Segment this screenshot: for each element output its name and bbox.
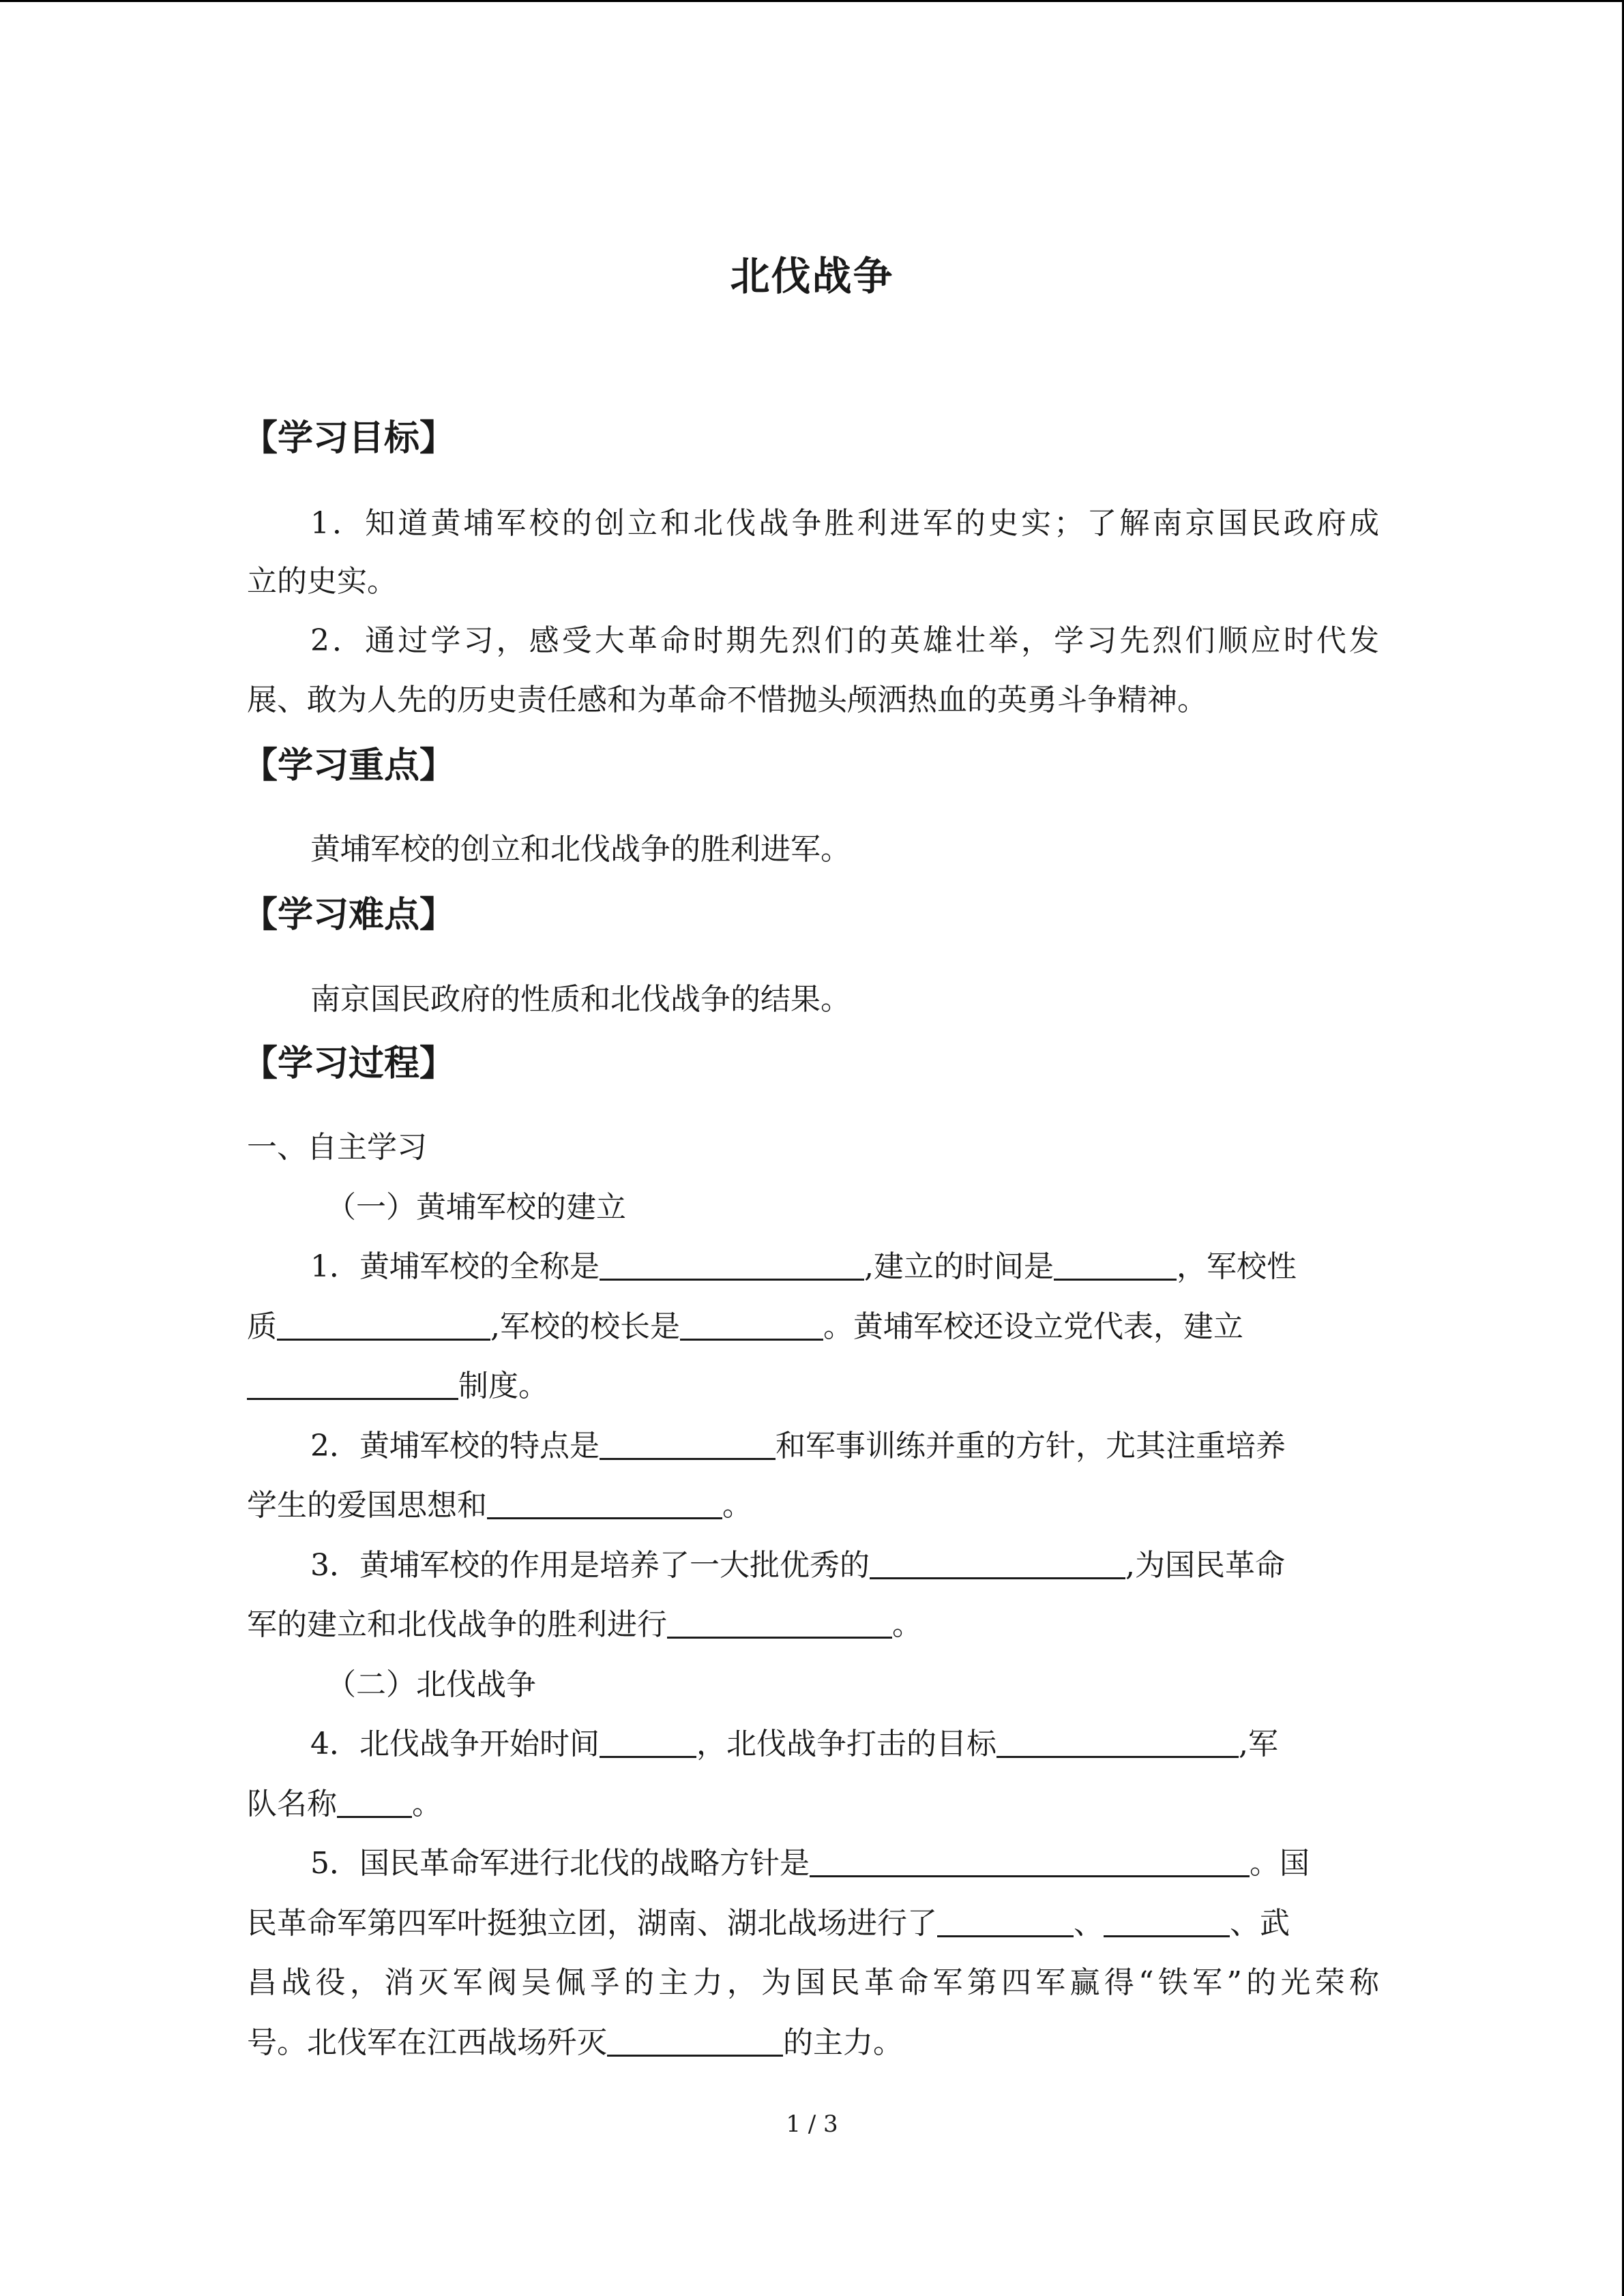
question-5-line-4 (247, 2013, 1379, 2073)
answer-blank[interactable] (600, 1726, 696, 1758)
question-1-text-a: 1．黄埔军校的全称是 (310, 1249, 600, 1284)
objective-2-line-2: 展、敢为人先的历史责任感和为革命不惜抛头颅洒热血的英勇斗争精神。 (247, 683, 1207, 717)
question-4-text-d: 队名称 (247, 1787, 337, 1821)
question-3-text-b: ,为国民革命 (1125, 1548, 1285, 1583)
question-5-line-3: 昌战役，消灭军阀吴佩孚的主力，为国民革命军第四军赢得“铁军”的光荣称 (247, 1965, 1379, 2000)
question-5-text-g: 号。北伐军在江西战场歼灭 (247, 2025, 607, 2060)
question-1-text-c: ，军校性 (1177, 1249, 1297, 1284)
question-3-text-a: 3．黄埔军校的作用是培养了一大批优秀的 (310, 1548, 870, 1583)
answer-blank[interactable] (1104, 1905, 1230, 1937)
page-number: 1 / 3 (786, 2111, 838, 2138)
answer-blank[interactable] (607, 2025, 783, 2057)
question-2-text-b: 和军事训练并重的方针，尤其注重培养 (776, 1429, 1286, 1463)
question-4-text-b: ，北伐战争打击的目标 (696, 1727, 996, 1761)
question-3-text-d: 。 (892, 1607, 922, 1642)
answer-blank[interactable] (667, 1607, 892, 1639)
part-1-title: 一、自主学习 (247, 1130, 427, 1165)
heading-process: 【学习过程】 (242, 1043, 456, 1084)
question-2-line-2 (247, 1476, 1379, 1536)
question-2-text-a: 2．黄埔军校的特点是 (310, 1429, 600, 1463)
question-4-line-2 (247, 1774, 1379, 1834)
answer-blank[interactable] (1054, 1249, 1177, 1281)
answer-blank[interactable] (600, 1428, 776, 1460)
question-3-line-1 (310, 1536, 1379, 1596)
question-1-line-2 (247, 1297, 1379, 1357)
question-1-text-b: ,建立的时间是 (864, 1249, 1054, 1284)
answer-blank[interactable] (937, 1905, 1074, 1937)
question-5-text-c: 民革命军第四军叶挺独立团，湖南、湖北战场进行了 (247, 1906, 937, 1941)
question-1-text-d: 质 (247, 1309, 277, 1344)
question-2-text-c: 学生的爱国思想和 (247, 1488, 487, 1523)
answer-blank[interactable] (487, 1487, 722, 1519)
page-title: 北伐战争 (730, 253, 894, 299)
question-1-line-3 (247, 1356, 1379, 1416)
question-1-text-g: 制度。 (458, 1369, 548, 1403)
question-3-text-c: 军的建立和北伐战争的胜利进行 (247, 1607, 667, 1642)
answer-blank[interactable] (996, 1726, 1239, 1758)
answer-blank[interactable] (810, 1845, 1250, 1877)
subsection-1-title: （一）黄埔军校的建立 (326, 1190, 626, 1225)
subsection-2-title: （二）北伐战争 (326, 1667, 536, 1702)
question-1-text-f: 。黄埔军校还设立党代表，建立 (823, 1309, 1243, 1344)
question-5-text-e: 、武 (1230, 1906, 1290, 1941)
question-2-text-d: 。 (722, 1488, 752, 1523)
objective-2-line-1: 2．通过学习，感受大革命时期先烈们的英雄壮举，学习先烈们顺应时代发 (310, 623, 1379, 658)
heading-objectives: 【学习目标】 (242, 418, 456, 459)
objective-1-line-1: 1．知道黄埔军校的创立和北伐战争胜利进军的史实；了解南京国民政府成 (310, 506, 1379, 541)
answer-blank[interactable] (870, 1547, 1125, 1579)
question-5-line-1 (310, 1834, 1379, 1894)
question-4-text-a: 4．北伐战争开始时间 (310, 1727, 600, 1761)
key-point-text: 黄埔军校的创立和北伐战争的胜利进军。 (310, 832, 851, 867)
answer-blank[interactable] (600, 1249, 864, 1281)
difficulty-text: 南京国民政府的性质和北伐战争的结果。 (310, 982, 851, 1017)
question-1-line-1 (310, 1237, 1379, 1297)
page-frame-top (0, 0, 1624, 2)
question-5-text-d: 、 (1074, 1906, 1104, 1941)
objective-1-line-2: 立的史实。 (247, 564, 397, 599)
answer-blank[interactable] (337, 1786, 412, 1818)
question-5-text-b: 。国 (1250, 1846, 1310, 1881)
heading-difficulties: 【学习难点】 (242, 895, 456, 936)
heading-key-points: 【学习重点】 (242, 745, 456, 786)
answer-blank[interactable] (277, 1309, 490, 1341)
question-5-line-2 (247, 1894, 1379, 1954)
question-4-text-e: 。 (412, 1787, 442, 1821)
answer-blank[interactable] (680, 1309, 823, 1341)
question-5-text-h: 的主力。 (783, 2025, 903, 2060)
question-1-text-e: ,军校的校长是 (490, 1309, 680, 1344)
question-3-line-2 (247, 1595, 1379, 1655)
question-5-text-a: 5．国民革命军进行北伐的战略方针是 (310, 1846, 810, 1881)
answer-blank[interactable] (247, 1368, 458, 1400)
question-2-line-1 (310, 1416, 1379, 1476)
question-4-text-c: ,军 (1239, 1727, 1278, 1761)
question-4-line-1 (310, 1714, 1379, 1774)
